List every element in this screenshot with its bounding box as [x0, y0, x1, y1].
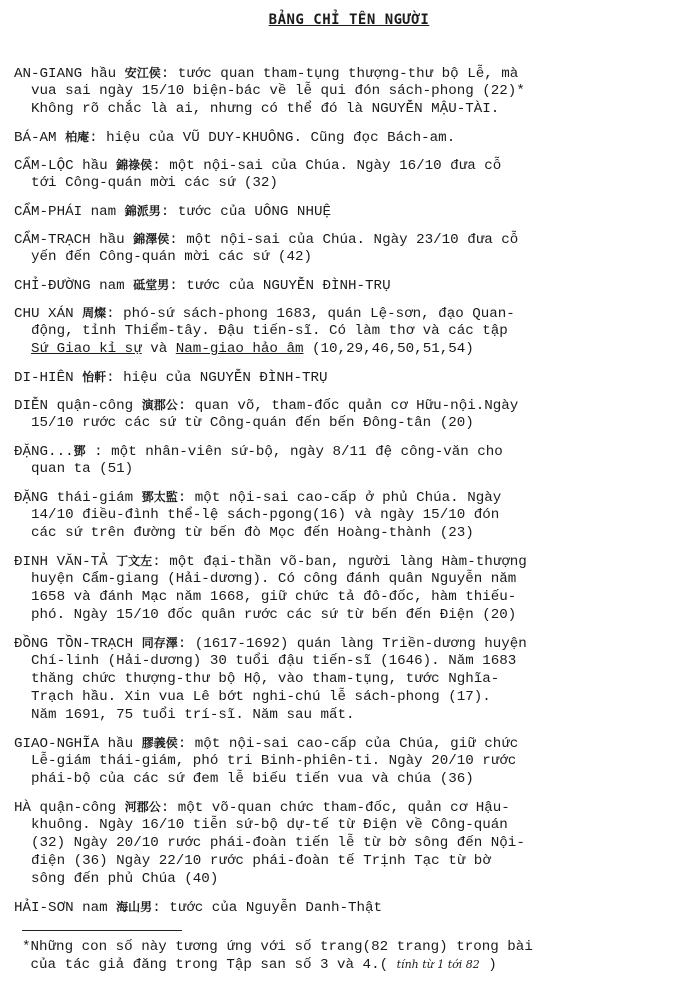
text-segment: các sứ trên đường từ bến đò Mọc đến Hoàng-thành (23)	[14, 525, 474, 541]
text-line	[14, 174, 694, 192]
text-line	[14, 248, 694, 266]
name-entry	[14, 634, 694, 724]
text-segment: (32) Ngày 20/10 rước phái-đoàn tiến lễ từ bờ sông đến Nội-	[14, 835, 525, 851]
name-entry	[14, 368, 694, 386]
name-entry	[14, 276, 694, 294]
name-entry	[14, 128, 694, 146]
text-segment: 1658 và đánh Mạc năm 1668, giữ chức tả đô-đốc, hàm thiếu-	[14, 589, 517, 605]
text-segment: : hiệu của NGUYỄN ĐÌNH-TRỤ	[106, 370, 328, 386]
name-entry	[14, 230, 694, 266]
text-line	[14, 870, 694, 888]
name-entry	[14, 898, 694, 916]
text-line	[14, 414, 694, 432]
name-entry	[14, 156, 694, 192]
han-characters: 安江侯	[124, 66, 161, 80]
text-segment: *Những con số này tương ứng với số trang(82 trang) trong bài	[22, 939, 533, 955]
text-line	[14, 816, 694, 834]
text-segment: điện (36) Ngày 22/10 rước phái-đoàn tế Trịnh Tạc từ bờ	[14, 853, 491, 869]
han-characters: 周燦	[82, 306, 107, 320]
text-segment: huyện Cẩm-giang (Hải-dương). Có công đánh quân Nguyễn năm	[14, 571, 517, 587]
text-segment: Lễ-giám thái-giám, phó tri Binh-phiên-ti. Ngày 20/10 rước	[14, 753, 517, 769]
text-line	[14, 506, 694, 524]
text-line	[14, 570, 694, 588]
han-characters: 海山男	[116, 900, 153, 914]
text-segment: AN-GIANG hầu	[14, 66, 125, 82]
text-line	[14, 82, 694, 100]
text-line	[14, 460, 694, 478]
handwritten-note: tính từ 1 tới 82	[396, 958, 480, 971]
text-segment: ĐINH VĂN-TẢ	[14, 554, 117, 570]
text-line	[14, 852, 694, 870]
text-segment: tới Công-quán mời các sứ (32)	[14, 175, 278, 191]
text-segment: : một nội-sai cao-cấp ở phủ Chúa. Ngày	[177, 490, 502, 506]
text-segment: 14/10 điều-đình thể-lệ sách-pgong(16) và ngày 15/10 đón	[14, 507, 500, 523]
text-segment: khuông. Ngày 16/10 tiễn sứ-bộ dự-tế từ Điện về Công-quán	[14, 817, 508, 833]
text-segment: (10,29,46,50,51,54)	[303, 341, 474, 357]
footnote-divider	[22, 930, 182, 931]
text-segment: DIỄN quận-công	[14, 398, 142, 414]
name-entry	[14, 202, 694, 220]
han-characters: 鄧太監	[141, 490, 178, 504]
text-line	[14, 606, 694, 624]
text-segment: : tước của NGUYỄN ĐÌNH-TRỤ	[169, 278, 391, 294]
text-segment: : hiệu của VŨ DUY-KHUÔNG. Cũng đọc Bách-am.	[89, 130, 456, 146]
text-line	[14, 898, 694, 916]
text-segment: Không rõ chắc là ai, nhưng có thể đó là NGUYỄN MẬU-TÀI.	[14, 101, 500, 117]
han-characters: 錦祿侯	[116, 158, 153, 172]
text-line	[14, 396, 694, 414]
text-line	[22, 956, 692, 974]
text-segment: vua sai ngày 15/10 biện-bác về lễ qui đón sách-phong (22)*	[14, 83, 525, 99]
page-title: BẢNG CHỈ TÊN NGƯỜI	[268, 12, 430, 28]
text-segment: DI-HIÊN	[14, 370, 83, 386]
text-segment: CẨM-TRẠCH hầu	[14, 232, 134, 248]
text-segment: : tước quan tham-tụng thượng-thư bộ Lễ, mà	[160, 66, 519, 82]
text-segment: 15/10 rước các sứ từ Công-quán đến bến Đông-tân (20)	[14, 415, 474, 431]
text-line	[14, 488, 694, 506]
text-line	[14, 798, 694, 816]
han-characters: 演郡公	[141, 398, 178, 412]
han-characters: 鄧	[73, 444, 86, 458]
text-segment: HẢI-SƠN nam	[14, 900, 117, 916]
text-segment: ĐẶNG...	[14, 444, 74, 460]
text-segment: : một võ-quan chức tham-đốc, quản cơ Hậu-	[160, 800, 510, 816]
text-segment: : phó-sứ sách-phong 1683, quán Lệ-sơn, đạo Quan-	[106, 306, 515, 322]
text-segment: quan ta (51)	[14, 461, 134, 477]
book-title: Sứ Giao kỉ sự	[31, 341, 142, 357]
text-line	[14, 202, 694, 220]
text-line	[14, 652, 694, 670]
text-line	[14, 834, 694, 852]
text-line	[14, 524, 694, 542]
name-entry	[14, 798, 694, 888]
text-segment: : (1617-1692) quán làng Triền-dương huyện	[177, 636, 527, 652]
entry-list	[14, 64, 694, 926]
name-entry	[14, 442, 694, 478]
text-line	[14, 156, 694, 174]
text-segment: ĐỒNG TỒN-TRẠCH	[14, 636, 142, 652]
text-line	[14, 128, 694, 146]
text-segment: CHỈ-ĐƯỜNG nam	[14, 278, 134, 294]
text-segment: Năm 1691, 75 tuổi trí-sĩ. Năm sau mất.	[14, 707, 355, 723]
text-segment: sông đến phủ Chúa (40)	[14, 871, 219, 887]
text-segment: Chí-linh (Hải-dương) 30 tuổi đậu tiến-sĩ (1646). Năm 1683	[14, 653, 517, 669]
han-characters: 錦澤侯	[133, 232, 170, 246]
name-entry	[14, 64, 694, 118]
text-line	[14, 276, 694, 294]
name-entry	[14, 396, 694, 432]
name-entry	[14, 488, 694, 542]
text-segment: : một nội-sai của Chúa. Ngày 16/10 đưa cỗ	[152, 158, 502, 174]
text-segment: HÀ quận-công	[14, 800, 125, 816]
han-characters: 丁文左	[116, 554, 153, 568]
text-segment: phái-bộ của các sứ đem lễ biếu tiến vua và chúa (36)	[14, 771, 474, 787]
text-segment: : quan võ, tham-đốc quản cơ Hữu-nội.Ngày	[177, 398, 519, 414]
text-line	[22, 938, 692, 956]
text-segment: ĐẶNG thái-giám	[14, 490, 142, 506]
han-characters: 河郡公	[124, 800, 161, 814]
text-segment: BÁ-AM	[14, 130, 66, 146]
text-segment: yến đến Công-quán mời các sứ (42)	[14, 249, 312, 265]
text-segment: )	[479, 957, 497, 973]
text-segment: Trạch hầu. Xin vua Lê bớt nghi-chú lễ sách-phong (17).	[14, 689, 491, 705]
han-characters: 同存澤	[141, 636, 178, 650]
text-segment: CHU XÁN	[14, 306, 83, 322]
text-segment	[14, 341, 31, 357]
text-line	[14, 634, 694, 652]
name-entry	[14, 552, 694, 624]
han-characters: 砥堂男	[133, 278, 170, 292]
han-characters: 膠義侯	[141, 736, 178, 750]
text-segment: : một đại-thần võ-ban, người làng Hàm-thượng	[152, 554, 527, 570]
text-segment: : một nhân-viên sứ-bộ, ngày 8/11 đệ công-văn cho	[85, 444, 503, 460]
text-line	[14, 340, 694, 358]
text-line	[14, 552, 694, 570]
text-line	[14, 304, 694, 322]
text-segment: và	[141, 341, 176, 357]
text-line	[14, 230, 694, 248]
text-segment: CẨM-LỘC hầu	[14, 158, 117, 174]
text-line	[14, 64, 694, 82]
text-segment: CẨM-PHÁI nam	[14, 204, 125, 220]
text-segment: động, tỉnh Thiểm-tây. Đậu tiến-sĩ. Có làm thơ và các tập	[14, 323, 508, 339]
text-line	[14, 442, 694, 460]
text-segment: thăng chức thượng-thư bộ Hộ, vào tham-tụng, tước Nghĩa-	[14, 671, 500, 687]
book-title: Nam-giao hảo âm	[175, 341, 304, 357]
text-segment: : một nội-sai cao-cấp của Chúa, giữ chức	[177, 736, 519, 752]
text-segment: : một nội-sai của Chúa. Ngày 23/10 đưa cỗ	[169, 232, 519, 248]
text-line	[14, 100, 694, 118]
text-segment: : tước của UÔNG NHUỆ	[160, 204, 331, 220]
text-line	[14, 588, 694, 606]
text-segment: GIAO-NGHĨA hầu	[14, 736, 142, 752]
text-segment: phó. Ngày 15/10 đốc quân rước các sứ từ bến đến Điện (20)	[14, 607, 517, 623]
han-characters: 怡軒	[82, 370, 107, 384]
text-segment: của tác giả đăng trong Tập san số 3 và 4.(	[22, 957, 397, 973]
name-entry	[14, 734, 694, 788]
text-line	[14, 368, 694, 386]
han-characters: 錦派男	[124, 204, 161, 218]
text-line	[14, 752, 694, 770]
text-line	[14, 734, 694, 752]
text-line	[14, 670, 694, 688]
text-line	[14, 770, 694, 788]
han-characters: 柏庵	[65, 130, 90, 144]
text-line	[14, 322, 694, 340]
text-line	[14, 706, 694, 724]
footnote	[22, 938, 692, 974]
text-line	[14, 688, 694, 706]
name-entry	[14, 304, 694, 358]
text-segment: : tước của Nguyễn Danh-Thật	[152, 900, 383, 916]
